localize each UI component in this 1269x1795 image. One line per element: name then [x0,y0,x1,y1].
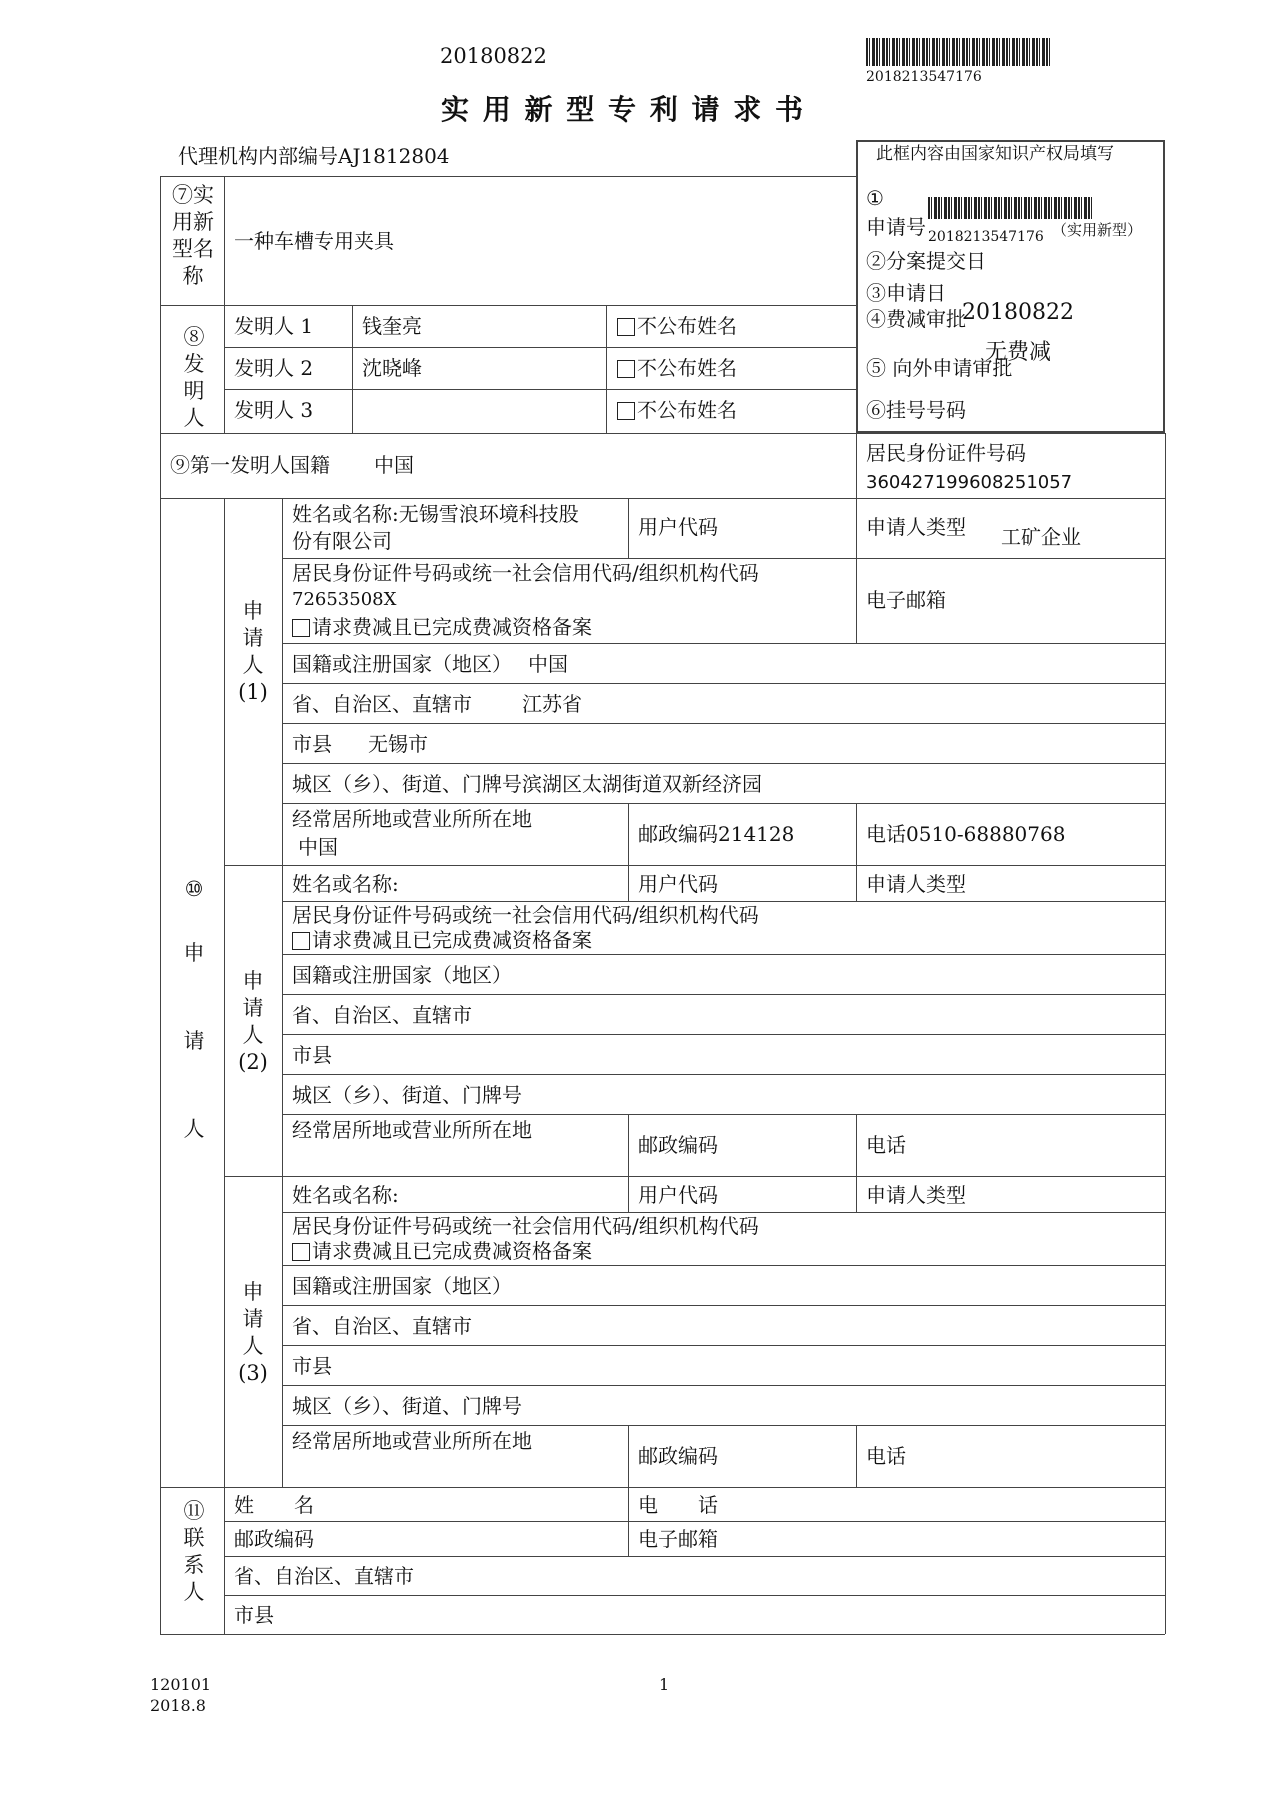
section10-inner-divider [282,498,283,1487]
date-code: 20180822 [440,44,547,68]
app1-postal: 邮政编码214128 [638,822,795,846]
app-no-type: （实用新型） [1052,221,1143,239]
app2-district-label: 城区（乡）、街道、门牌号 [292,1083,522,1107]
app3-rule-4 [282,1345,1165,1346]
app3-col-a [628,1176,629,1212]
app3-postal-label: 邮政编码 [638,1444,718,1468]
app1-residence-label: 经常居所地或营业所所在地 [292,807,532,831]
office-item4: ④费减审批 [866,307,966,331]
app2-fee-option[interactable]: 请求费减且已完成费减资格备案 [292,929,592,951]
app2-fee-checkbox[interactable] [292,932,310,950]
app3-district-label: 城区（乡）、街道、门牌号 [292,1394,522,1418]
section10-mark: ⑩ [184,877,204,901]
office-item5: ⑤ 向外申请审批 [866,356,1013,380]
contact-city-label: 市县 [234,1603,274,1627]
app3-phone-label: 电话 [866,1444,906,1468]
app1-user-code-label: 用户代码 [638,515,718,539]
app3-province-label: 省、自治区、直辖市 [292,1314,472,1338]
section8-label: ⑧发明人 [183,325,205,430]
inventor-row-rule-1 [224,347,856,348]
app1-country: 国籍或注册国家（地区） 中国 [292,652,568,676]
table-right-border [1165,433,1166,1634]
contact-rule-1 [224,1521,1165,1522]
inventor2-name: 沈晓峰 [362,356,422,380]
app3-fee-option[interactable]: 请求费减且已完成费减资格备案 [292,1240,592,1262]
app1-rule-5 [282,763,1165,764]
app2-rule-2 [282,954,1165,955]
app3-col-c [628,1425,629,1487]
app1-rule-3 [282,683,1165,684]
contact-phone-label: 电 话 [638,1493,718,1517]
inventor3-label: 发明人 3 [234,398,314,422]
app1-residence-value: 中国 [298,835,338,859]
agency-ref: 代理机构内部编号AJ1812804 [178,144,450,168]
app1-rule-6 [282,803,1165,804]
app2-type-label: 申请人类型 [866,872,966,896]
office-item5-stamp: 无费减 [985,340,1052,365]
app3-col-d [856,1425,857,1487]
app3-fee-checkbox[interactable] [292,1243,310,1261]
app1-rule-1 [282,558,1165,559]
section7-bottom-rule [160,305,856,306]
app2-col-c [628,1114,629,1176]
section7-divider [224,176,225,305]
app1-name-line2: 份有限公司 [292,529,392,553]
inventor2-hide-checkbox[interactable] [617,360,635,378]
table-bottom-rule [160,1634,1165,1635]
table-left-border [160,176,161,1634]
app1-province: 省、自治区、直辖市 江苏省 [292,692,582,716]
inventor3-hide-checkbox[interactable] [617,402,635,420]
app1-rule-4 [282,723,1165,724]
app2-rule-6 [282,1114,1165,1115]
contact-rule-3 [224,1595,1165,1596]
applicant1-label: 申请人(1) [238,599,268,704]
office-item2: ②分案提交日 [866,249,986,273]
inventor3-hide-name[interactable]: 不公布姓名 [617,399,737,421]
utility-model-name: 一种车槽专用夹具 [234,229,394,253]
office-box-heading: 此框内容由国家知识产权局填写 [876,144,1114,164]
app1-col-d [856,803,857,865]
inventor-row-rule-2 [224,389,856,390]
page-title: 实 用 新 型 专 利 请 求 书 [441,93,805,126]
app2-col-a [628,865,629,901]
app1-rule-2 [282,643,1165,644]
app3-name-label: 姓名或名称: [292,1183,399,1207]
section10-bottom-rule [160,1487,1165,1488]
inventor1-hide-name[interactable]: 不公布姓名 [617,315,737,337]
page-number: 1 [659,1675,670,1694]
section10-char-1: 申 [183,941,205,965]
app2-postal-label: 邮政编码 [638,1133,718,1157]
section10-outer-divider [224,498,225,1487]
app-no-value: 2018213547176 [928,229,1044,245]
app1-type-label: 申请人类型 [866,515,966,539]
app3-rule-1 [282,1212,1165,1213]
barcode-number: 2018213547176 [866,69,982,85]
contact-rule-2 [224,1556,1165,1557]
inventor1-name: 钱奎亮 [362,314,422,338]
app2-name-label: 姓名或名称: [292,872,399,896]
inventor1-label: 发明人 1 [234,314,314,338]
barcode-image [866,38,1052,66]
app2-country-label: 国籍或注册国家（地区） [292,963,512,987]
app1-col-c [628,803,629,865]
office-item4-date: 20180822 [962,300,1074,325]
section9-bottom-rule [160,498,1165,499]
app1-name-line1: 姓名或名称:无锡雪浪环境科技股 [292,502,579,526]
app3-type-label: 申请人类型 [866,1183,966,1207]
app-no-barcode [928,197,1094,219]
app2-city-label: 市县 [292,1043,332,1067]
section10-char-3: 人 [183,1117,205,1141]
contact-postal-label: 邮政编码 [234,1527,314,1551]
inventor-name-divider [352,305,353,433]
section8-divider [224,305,225,433]
applicant2-label: 申请人(2) [238,969,268,1074]
app1-district: 城区（乡）、街道、门牌号滨湖区太湖街道双新经济园 [292,772,762,796]
inventor2-hide-name[interactable]: 不公布姓名 [617,357,737,379]
app1-type-value: 工矿企业 [1001,525,1081,549]
contact-province-label: 省、自治区、直辖市 [234,1564,414,1588]
app2-province-label: 省、自治区、直辖市 [292,1003,472,1027]
app1-fee-checkbox[interactable] [292,619,310,637]
first-inventor-id: 360427199608251057 [866,472,1073,493]
app3-rule-5 [282,1385,1165,1386]
section7-label: ⑦实用新型名称 [172,183,214,288]
inventor2-label: 发明人 2 [234,356,314,380]
app3-city-label: 市县 [292,1354,332,1378]
app1-id-label: 居民身份证件号码或统一社会信用代码/组织机构代码 [292,561,759,585]
app3-rule-3 [282,1305,1165,1306]
app2-rule-5 [282,1074,1165,1075]
form-version: 2018.8 [150,1696,206,1715]
app3-rule-2 [282,1265,1165,1266]
app2-residence-label: 经常居所地或营业所所在地 [292,1118,532,1142]
first-inventor-nationality-label: ⑨第一发明人国籍 [170,453,330,477]
first-inventor-id-label: 居民身份证件号码 [866,441,1026,465]
app1-col-b [856,498,857,643]
app3-residence-label: 经常居所地或营业所所在地 [292,1429,532,1453]
app3-rule-6 [282,1425,1165,1426]
contact-name-label: 姓 名 [234,1493,314,1517]
inventor1-hide-checkbox[interactable] [617,318,635,336]
first-inventor-nationality: 中国 [374,453,414,477]
app3-id-label: 居民身份证件号码或统一社会信用代码/组织机构代码 [292,1214,759,1238]
app1-email-label: 电子邮箱 [866,588,946,612]
section11-label: ⑪联系人 [183,1499,205,1604]
app1-fee-option[interactable]: 请求费减且已完成费减资格备案 [292,616,592,638]
office-item3: ③申请日 [866,281,946,305]
section10-char-2: 请 [183,1029,205,1053]
contact-email-label: 电子邮箱 [638,1527,718,1551]
table-top-rule [160,176,856,177]
app2-user-code-label: 用户代码 [638,872,718,896]
app3-country-label: 国籍或注册国家（地区） [292,1274,512,1298]
app1-bottom-rule [224,865,1165,866]
app2-rule-3 [282,994,1165,995]
app2-bottom-rule [224,1176,1165,1177]
app2-id-label: 居民身份证件号码或统一社会信用代码/组织机构代码 [292,903,759,927]
app-no-label: 申请号 [866,215,926,239]
section8-bottom-rule [160,433,1165,434]
form-code: 120101 [150,1675,212,1694]
section9-divider [856,433,857,498]
inventor-option-divider [606,305,607,433]
office-item1-mark: ① [866,186,884,210]
app1-col-a [628,498,629,558]
app2-col-d [856,1114,857,1176]
section11-divider [224,1487,225,1634]
app3-user-code-label: 用户代码 [638,1183,718,1207]
app1-id-value: 72653508X [292,589,397,610]
app2-phone-label: 电话 [866,1133,906,1157]
app3-col-b [856,1176,857,1212]
app2-rule-1 [282,901,1165,902]
app2-rule-4 [282,1034,1165,1035]
applicant3-label: 申请人(3) [238,1280,268,1385]
app2-col-b [856,865,857,901]
app1-phone: 电话0510-68880768 [866,822,1066,846]
office-item6: ⑥挂号号码 [866,398,966,422]
app1-city: 市县 无锡市 [292,732,428,756]
